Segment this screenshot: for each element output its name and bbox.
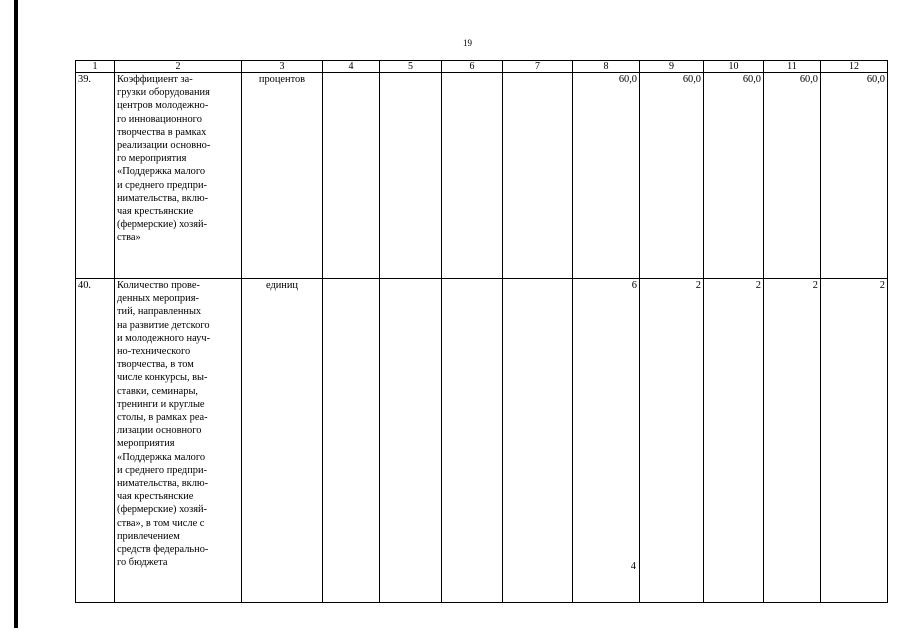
value-col8-federal: 4: [630, 560, 636, 572]
indicator-name-line: но-технического: [117, 346, 191, 358]
column-header: 11: [764, 61, 821, 73]
indicator-name-line: привлечением: [117, 530, 180, 542]
indicator-name-line: ства»: [117, 232, 141, 244]
indicator-name-line: на развитие детского: [117, 319, 210, 331]
unit-cell: единиц: [242, 279, 323, 603]
empty-cell: [380, 279, 442, 603]
value-cell-col9: 60,0: [640, 73, 704, 279]
indicator-name-line: лизации основного: [117, 425, 202, 437]
indicators-table: [75, 60, 888, 603]
indicator-name-line: го бюджета: [117, 557, 168, 569]
indicator-name-line: го инновационного: [117, 113, 202, 125]
indicator-name-line: и среднего предпри-: [117, 464, 207, 476]
indicator-name-line: грузки оборудования: [117, 87, 210, 99]
indicator-name-line: ставки, семинары,: [117, 385, 199, 397]
empty-cell: [442, 73, 503, 279]
header-row: [76, 61, 888, 73]
column-header: 2: [115, 61, 242, 73]
value-cell-col11: 2: [764, 279, 821, 603]
indicator-name-line: «Поддержка малого: [117, 451, 206, 463]
column-header: 10: [704, 61, 764, 73]
table-row: [76, 279, 888, 603]
indicator-name-line: Коэффициент за-: [117, 74, 193, 85]
indicator-name-line: нимательства, вклю-: [117, 192, 209, 204]
column-header: 8: [573, 61, 640, 73]
value-cell-col9: 2: [640, 279, 704, 603]
column-header: 9: [640, 61, 704, 73]
page-binding-edge: [14, 0, 18, 628]
indicator-name-line: столы, в рамках реа-: [117, 412, 208, 424]
column-header: 6: [442, 61, 503, 73]
indicator-name-line: ства», в том числе с: [117, 517, 205, 529]
indicator-name: [115, 73, 242, 279]
empty-cell: [380, 73, 442, 279]
empty-cell: [503, 279, 573, 603]
table-row: [76, 73, 888, 279]
empty-cell: [323, 73, 380, 279]
value-col8: 6: [631, 280, 637, 291]
unit-cell: процентов: [242, 73, 323, 279]
column-header: 4: [323, 61, 380, 73]
indicator-name-line: Количество прове-: [117, 280, 200, 291]
column-header: 1: [76, 61, 115, 73]
column-header: 12: [821, 61, 888, 73]
row-number: 40.: [76, 279, 115, 603]
indicator-name-line: тий, направленных: [117, 306, 202, 318]
empty-cell: [442, 279, 503, 603]
value-cell-col12: 2: [821, 279, 888, 603]
indicator-name: [115, 279, 242, 603]
indicator-name-line: мероприятия: [117, 438, 175, 450]
indicator-name-line: тренинги и круглые: [117, 398, 205, 410]
column-header: 5: [380, 61, 442, 73]
indicator-name-line: реализации основно-: [117, 140, 211, 152]
value-cell-col10: 60,0: [704, 73, 764, 279]
empty-cell: [323, 279, 380, 603]
indicator-name-line: (фермерские) хозяй-: [117, 504, 208, 516]
value-cell-col11: 60,0: [764, 73, 821, 279]
indicator-name-line: творчества, в том: [117, 359, 194, 371]
indicator-name-line: чая крестьянские: [117, 491, 194, 503]
value-cell-col8: 60,0: [573, 73, 640, 279]
indicator-name-line: «Поддержка малого: [117, 166, 206, 178]
column-header: 3: [242, 61, 323, 73]
empty-cell: [503, 73, 573, 279]
indicator-name-line: чая крестьянские: [117, 206, 194, 218]
indicator-name-line: го мероприятия: [117, 153, 187, 165]
value-cell-col8: [573, 279, 640, 603]
indicator-name-line: нимательства, вклю-: [117, 478, 209, 490]
column-header: 7: [503, 61, 573, 73]
indicator-name-line: и среднего предпри-: [117, 179, 207, 191]
page-number: 19: [463, 38, 472, 48]
row-number: 39.: [76, 73, 115, 279]
value-cell-col10: 2: [704, 279, 764, 603]
indicator-name-line: числе конкурсы, вы-: [117, 372, 208, 384]
indicator-name-line: средств федерально-: [117, 544, 209, 556]
indicator-name-line: и молодежного науч-: [117, 332, 211, 344]
value-cell-col12: 60,0: [821, 73, 888, 279]
indicator-name-line: творчества в рамках: [117, 126, 207, 138]
indicator-name-line: (фермерские) хозяй-: [117, 219, 208, 231]
indicator-name-line: денных мероприя-: [117, 293, 199, 305]
indicator-name-line: центров молодежно-: [117, 100, 209, 112]
